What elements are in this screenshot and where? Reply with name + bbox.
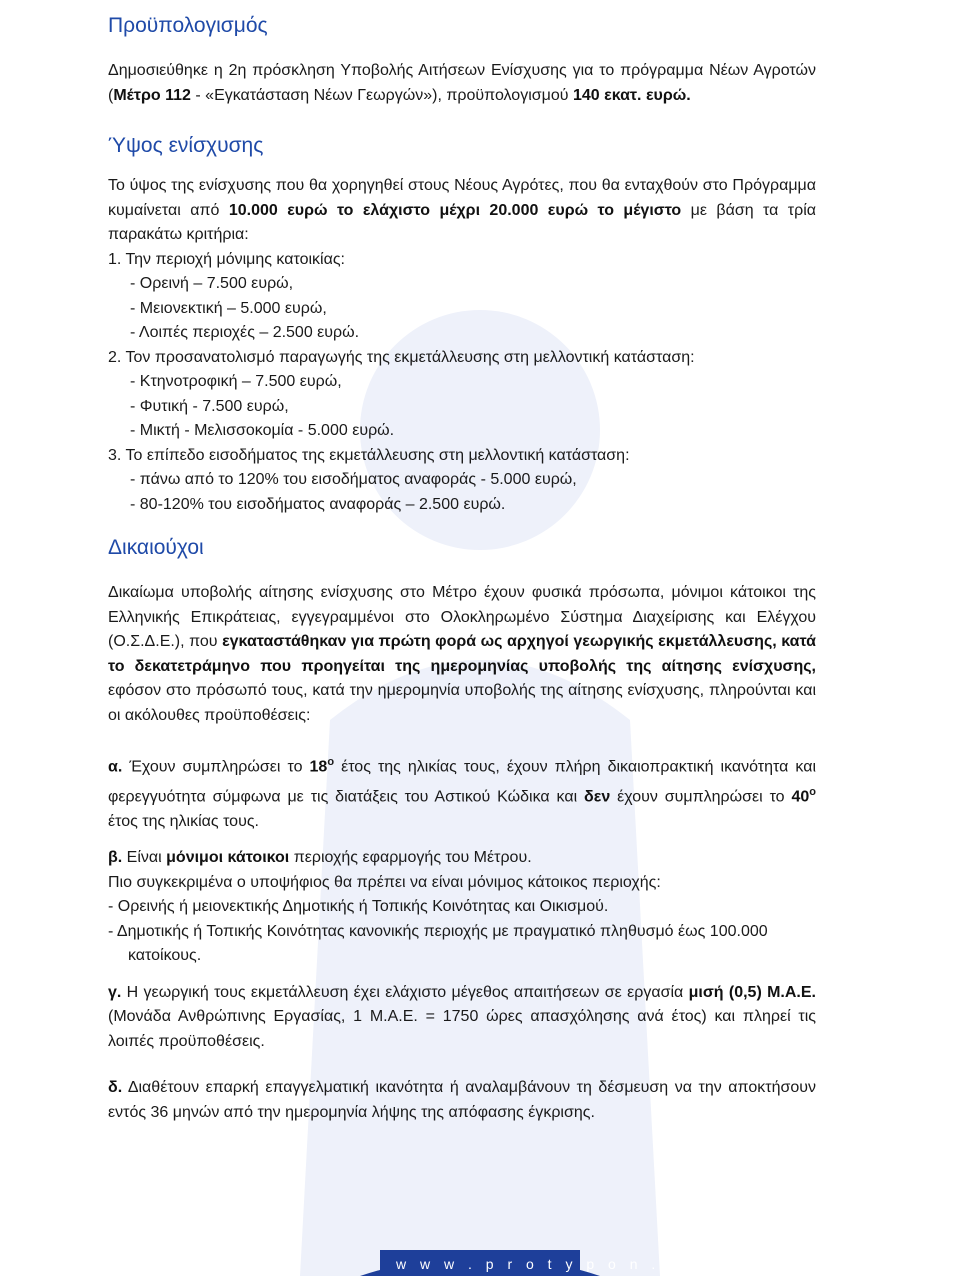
criterion-1-item: - Λοιπές περιοχές – 2.500 ευρώ.	[130, 324, 360, 341]
budget-title: Προϋπολογισμός	[108, 14, 268, 37]
age-max-suffix: ο	[809, 785, 817, 798]
requirement-a-text: έτος της ηλικίας τους.	[108, 812, 259, 830]
criterion-2-item: - Φυτική - 7.500 ευρώ,	[130, 397, 289, 415]
requirement-c-label: γ.	[108, 983, 122, 1001]
requirement-a-label: α.	[108, 758, 123, 776]
budget-amount: 140 εκατ. ευρώ.	[572, 86, 691, 104]
requirement-a-text: έχουν συμπληρώσει το	[610, 788, 792, 806]
requirement-b	[108, 846, 816, 871]
requirement-b-detail: Πιο συγκεκριμένα ο υποψήφιος θα πρέπει να είναι μόνιμος κάτοικος περιοχής:	[108, 873, 661, 891]
criterion-3-item: - 80-120% του εισοδήματος αναφοράς – 2.500 ευρώ.	[130, 495, 506, 513]
area-list-item: - Ορεινής ή μειονεκτικής Δημοτικής ή Τοπικής Κοινότητας και Οικισμού.	[108, 898, 609, 916]
age-min-suffix: ο	[327, 756, 335, 768]
requirement-b-text: περιοχής εφαρμογής του Μέτρου.	[289, 849, 532, 867]
requirement-d-label: δ.	[108, 1079, 123, 1097]
budget-paragraph	[108, 59, 816, 108]
support-intro-1: Το ύψος της ενίσχυσης που θα χορηγηθεί στους Νέους Αγρότες, που θα ενταχθούν στο Πρόγραμμα κυμαίνεται από	[108, 177, 816, 219]
budget-text-3: - «Εγκατάσταση Νέων Γεωργών»), προϋπολογισμού	[190, 86, 573, 104]
support-intro	[108, 174, 816, 248]
age-min: 18	[309, 758, 328, 776]
requirement-b-text: Είναι	[122, 849, 167, 867]
beneficiaries-paragraph	[108, 581, 816, 728]
requirement-a-text: Έχουν συμπληρώσει το	[122, 758, 310, 776]
requirement-c-text: Η γεωργική τους εκμετάλλευση έχει ελάχιστο μέγεθος απαιτήσεων σε εργασία	[121, 983, 689, 1001]
criterion-3-item: - πάνω από το 120% του εισοδήματος αναφοράς - 5.000 ευρώ,	[130, 471, 577, 488]
criterion-1-title: 1. Την περιοχή μόνιμης κατοικίας:	[108, 250, 345, 268]
criterion-1-item: - Μειονεκτική – 5.000 ευρώ,	[130, 299, 327, 317]
budget-measure: Μέτρο 112	[113, 86, 191, 104]
criterion-3-title: 3. Το επίπεδο εισοδήματος της εκμετάλλευσης στη μελλοντική κατάσταση:	[108, 446, 630, 464]
footer-url[interactable]: w w w . p r o t y p o n . e u	[396, 1256, 704, 1272]
age-max: 40	[791, 788, 810, 806]
beneficiaries-condition: εγκαταστάθηκαν για πρώτη φορά ως αρχηγοί γεωργικής εκμετάλλευσης, κατά το δεκατετράμηνο που προηγείται της ημερομηνίας υποβολής της αίτησης ενίσχυσης,	[108, 633, 816, 675]
requirement-d	[108, 1076, 816, 1125]
criterion-2-item: - Κτηνοτροφική – 7.500 ευρώ,	[130, 373, 342, 390]
beneficiaries-text-3: εφόσον στο πρόσωπό τους, κατά την ημερομηνία υποβολής της αίτησης ενίσχυσης, πληρούνται και οι ακόλουθες προϋποθέσεις:	[108, 682, 816, 724]
criterion-2-item: - Μικτή - Μελισσοκομία - 5.000 ευρώ.	[130, 422, 395, 439]
requirement-b-label: β.	[108, 849, 123, 867]
permanent-residents: μόνιμοι κάτοικοι	[166, 849, 290, 867]
budget-text-1: Δημοσιεύθηκε η 2η πρόσκληση Υποβολής Αιτήσεων Ενίσχυσης για το πρόγραμμα Νέων Αγροτών (	[108, 62, 816, 104]
requirement-a-not: δεν	[584, 788, 611, 806]
support-title: Ύψος ενίσχυσης	[108, 134, 264, 157]
beneficiaries-title: Δικαιούχοι	[108, 536, 204, 559]
area-list-item: - Δημοτικής ή Τοπικής Κοινότητας κανονικής περιοχής με πραγματικό πληθυσμό έως 100.000 κατοίκους.	[108, 922, 768, 965]
support-range: 10.000 ευρώ το ελάχιστο μέχρι 20.000 ευρώ το μέγιστο	[228, 201, 682, 219]
beneficiaries-text-1: Δικαίωμα υποβολής αίτησης ενίσχυσης στο Μέτρο έχουν φυσικά πρόσωπα, μόνιμοι κάτοικοι της Ελληνικής Επικράτειας, εγγεγραμμένοι στο Ολοκληρωμένο Σύστημα Διαχείρισης και Ελέγχου (Ο.Σ.Δ.Ε.), που	[108, 584, 816, 650]
criterion-1-item: - Ορεινή – 7.500 ευρώ,	[130, 275, 294, 292]
requirement-a-text: έτος της ηλικίας τους, έχουν πλήρη δικαιοπρακτική ικανότητα και φερεγγυότητα σύμφωνα με τις διατάξεις του Αστικού Κώδικα και	[108, 758, 817, 806]
requirement-d-text: Διαθέτουν επαρκή επαγγελματική ικανότητα ή αναλαμβάνουν τη δέσμευση να την αποκτήσουν εντός 36 μηνών από την ημερομηνία λήψης της απόφασης έγκρισης.	[108, 1079, 816, 1121]
criterion-2-title: 2. Τον προσανατολισμό παραγωγής της εκμετάλλευσης στη μελλοντική κατάσταση:	[108, 348, 695, 366]
support-intro-3: με βάση τα τρία παρακάτω κριτήρια:	[108, 201, 817, 243]
requirement-c	[108, 981, 816, 1055]
requirement-a	[108, 750, 816, 834]
requirement-c-text: (Μονάδα Ανθρώπινης Εργασίας, 1 Μ.Α.Ε. = 1750 ώρες απασχόλησης ανά έτος) και πληρεί τις λοιπές προϋποθέσεις.	[108, 1008, 816, 1050]
minimum-awu: μισή (0,5) Μ.Α.Ε.	[688, 983, 816, 1001]
document-body	[108, 14, 816, 1125]
